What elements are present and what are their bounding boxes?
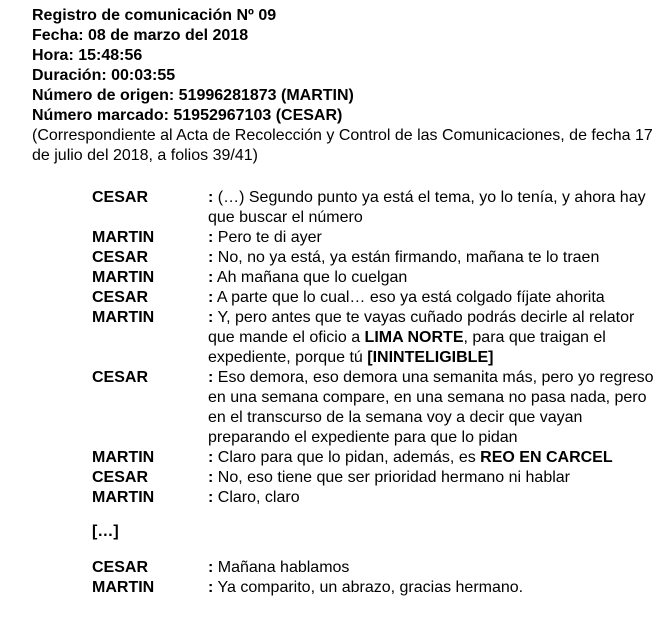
speaker-name: MARTIN	[92, 489, 155, 506]
speaker-name: CESAR	[92, 289, 149, 306]
speech-content: Ya comparito, un abrazo, gracias hermano.	[217, 579, 524, 596]
colon: :	[208, 559, 214, 576]
speech-text	[208, 248, 658, 268]
speech-text	[208, 368, 658, 448]
speech-content: No, eso tiene que ser prioridad hermano ni hablar	[217, 469, 570, 486]
speech-content: Claro para que lo pidan, además, es	[217, 449, 481, 466]
colon: :	[208, 469, 214, 486]
speech-text	[208, 268, 658, 288]
speaker-name: MARTIN	[92, 579, 155, 596]
speech-content: , para que traigan el expediente, porque tú	[208, 329, 606, 366]
speaker-name: CESAR	[92, 189, 149, 206]
dialogue-line	[92, 468, 658, 488]
colon: :	[208, 489, 214, 506]
dialogue-line	[92, 448, 658, 468]
record-date: Fecha: 08 de marzo del 2018	[32, 27, 249, 44]
speech-text	[208, 308, 658, 368]
speaker-name: MARTIN	[92, 449, 155, 466]
colon: :	[208, 579, 214, 596]
speech-content: (…) Segundo punto ya está el tema, yo lo tenía, y ahora hay que buscar el número	[208, 189, 646, 226]
colon: :	[208, 249, 214, 266]
speaker-name: MARTIN	[92, 229, 155, 246]
speech-text	[208, 288, 658, 308]
speaker-name: CESAR	[92, 469, 149, 486]
speech-text	[208, 468, 658, 488]
speech-content: Claro, claro	[217, 489, 300, 506]
speech-content: Pero te di ayer	[217, 229, 322, 246]
record-note: (Correspondiente al Acta de Recolección y Control de las Comunicaciones, de fecha 17 de julio del 2018, a folios 39/41)	[32, 127, 653, 164]
dialogue-line	[92, 308, 658, 368]
speech-content: Mañana hablamos	[217, 559, 350, 576]
record-number: Registro de comunicación Nº 09	[32, 7, 277, 24]
colon: :	[208, 189, 214, 206]
speaker-name: MARTIN	[92, 269, 155, 286]
speech-text	[208, 448, 658, 468]
speech-content: Ah mañana que lo cuelgan	[216, 269, 408, 286]
dialed-number: Número marcado: 51952967103 (CESAR)	[32, 107, 343, 124]
speech-text	[208, 578, 658, 598]
record-duration: Duración: 00:03:55	[32, 67, 176, 84]
speech-content: Y, pero antes que te vayas cuñado podrás decirle al relator que mande el oficio a	[208, 309, 635, 346]
speech-content: A parte que lo cual… eso ya está colgado fíjate ahorita	[216, 289, 605, 306]
dialogue-line	[92, 188, 658, 228]
dialogue-line	[92, 558, 658, 578]
dialogue-line	[92, 248, 658, 268]
colon: :	[208, 289, 214, 306]
speech-text	[208, 558, 658, 578]
origin-number: Número de origen: 51996281873 (MARTIN)	[32, 87, 354, 104]
colon: :	[208, 269, 214, 286]
speech-content: Eso demora, eso demora una semanita más, pero yo regreso en una semana compare, en una semana no pasa nada, pero en el transcurso de la semana voy a decir que vayan preparando el expediente para que lo pidan	[208, 369, 654, 446]
emphasis-place: LIMA NORTE	[364, 329, 464, 346]
omission-marker: […]	[92, 523, 119, 540]
dialogue-line	[92, 228, 658, 248]
speech-text	[208, 228, 658, 248]
dialogue-line	[92, 488, 658, 508]
transcript	[92, 188, 658, 598]
colon: :	[208, 309, 214, 326]
dialogue-line	[92, 578, 658, 598]
dialogue-line	[92, 368, 658, 448]
speech-text	[208, 188, 658, 228]
speech-content: No, no ya está, ya están firmando, mañana te lo traen	[217, 249, 600, 266]
emphasis-unintelligible: [ININTELIGIBLE]	[367, 349, 494, 366]
speaker-name: MARTIN	[92, 309, 155, 326]
colon: :	[208, 229, 214, 246]
speaker-name: CESAR	[92, 249, 149, 266]
dialogue-line	[92, 268, 658, 288]
colon: :	[208, 449, 214, 466]
dialogue-line	[92, 288, 658, 308]
speech-text	[208, 488, 658, 508]
speaker-name: CESAR	[92, 369, 149, 386]
speaker-name: CESAR	[92, 559, 149, 576]
colon: :	[208, 369, 214, 386]
emphasis-status: REO EN CARCEL	[480, 449, 613, 466]
record-header	[32, 6, 658, 166]
record-time: Hora: 15:48:56	[32, 47, 143, 64]
